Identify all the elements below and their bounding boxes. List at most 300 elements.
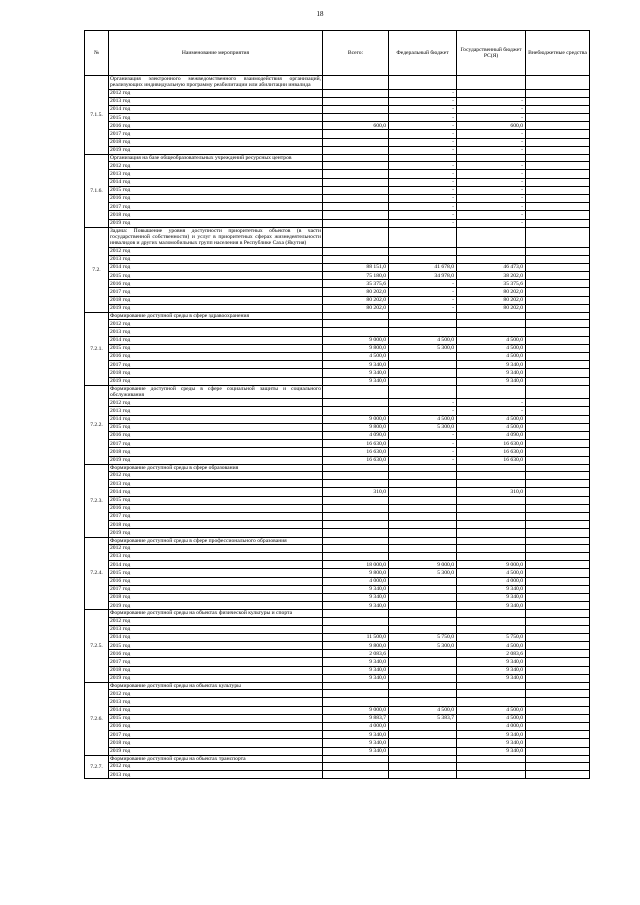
- extrabudget-cell: [526, 521, 590, 529]
- col-header-state: Государственный бюджет РС(Я): [457, 31, 526, 76]
- year-label: 2018 год: [109, 369, 323, 377]
- year-label: 2015 год: [109, 714, 323, 722]
- year-label: 2017 год: [109, 130, 323, 138]
- year-row: [85, 162, 590, 170]
- total-cell: 9 000,0: [323, 706, 389, 714]
- year-row: [85, 496, 590, 504]
- extrabudget-cell: [526, 288, 590, 296]
- federal-cell: -: [389, 440, 457, 448]
- total-cell: [323, 162, 389, 170]
- section-title-row: [85, 537, 590, 544]
- section-code: 7.2.: [85, 227, 109, 312]
- year-label: 2015 год: [109, 186, 323, 194]
- total-cell: [323, 544, 389, 552]
- year-row: [85, 521, 590, 529]
- federal-cell: [389, 472, 457, 480]
- year-row: [85, 130, 590, 138]
- total-cell: 9 800,0: [323, 569, 389, 577]
- federal-cell: -: [389, 186, 457, 194]
- extrabudget-cell: [526, 186, 590, 194]
- federal-cell: [389, 731, 457, 739]
- year-label: 2014 год: [109, 633, 323, 641]
- total-cell: 9 883,7: [323, 714, 389, 722]
- year-row: [85, 304, 590, 312]
- extrabudget-cell: [526, 415, 590, 423]
- year-row: [85, 488, 590, 496]
- total-cell: 75 180,0: [323, 272, 389, 280]
- year-row: [85, 170, 590, 178]
- section-title: Задача: Повышение уровня доступности приоритетных объектов (в части государственной собственности) и услуг в приоритетных сферах жизнедеятельности инвалидов и других маломобильных групп населения в Республике Саха (Якутия): [110, 227, 321, 247]
- state-cell: [457, 328, 526, 336]
- state-cell: -: [457, 178, 526, 186]
- state-cell: -: [457, 138, 526, 146]
- year-row: [85, 480, 590, 488]
- state-cell: -: [457, 105, 526, 113]
- section-code: 7.1.6.: [85, 155, 109, 228]
- state-cell: 9 340,0: [457, 747, 526, 755]
- empty-cell: [389, 683, 457, 690]
- state-cell: [457, 247, 526, 255]
- year-label: 2013 год: [109, 170, 323, 178]
- section-title-row: [85, 610, 590, 617]
- empty-cell: [389, 227, 457, 247]
- year-row: [85, 504, 590, 512]
- year-row: [85, 186, 590, 194]
- extrabudget-cell: [526, 89, 590, 97]
- section-title-row: [85, 683, 590, 690]
- empty-cell: [389, 385, 457, 399]
- state-cell: 4 500,0: [457, 344, 526, 352]
- total-cell: 9 800,0: [323, 642, 389, 650]
- section-code: 7.1.5.: [85, 76, 109, 155]
- extrabudget-cell: [526, 296, 590, 304]
- empty-cell: [526, 227, 590, 247]
- state-cell: 9 340,0: [457, 666, 526, 674]
- state-cell: [457, 544, 526, 552]
- empty-cell: [457, 537, 526, 544]
- total-cell: [323, 195, 389, 203]
- federal-cell: [389, 255, 457, 263]
- year-row: [85, 512, 590, 520]
- federal-cell: -: [389, 178, 457, 186]
- state-cell: 4 500,0: [457, 415, 526, 423]
- year-label: 2019 год: [109, 747, 323, 755]
- empty-cell: [323, 313, 389, 320]
- extrabudget-cell: [526, 211, 590, 219]
- federal-cell: [389, 369, 457, 377]
- year-label: 2014 год: [109, 263, 323, 271]
- year-label: 2018 год: [109, 448, 323, 456]
- year-row: [85, 138, 590, 146]
- col-header-number: №: [85, 31, 109, 76]
- state-cell: 9 340,0: [457, 731, 526, 739]
- federal-cell: -: [389, 399, 457, 407]
- federal-cell: 5 300,0: [389, 569, 457, 577]
- extrabudget-cell: [526, 512, 590, 520]
- section-title-row: [85, 227, 590, 247]
- state-cell: [457, 529, 526, 537]
- total-cell: 9 340,0: [323, 369, 389, 377]
- year-label: 2019 год: [109, 602, 323, 610]
- federal-cell: -: [389, 304, 457, 312]
- federal-cell: [389, 480, 457, 488]
- year-row: [85, 674, 590, 682]
- extrabudget-cell: [526, 529, 590, 537]
- extrabudget-cell: [526, 353, 590, 361]
- state-cell: -: [457, 219, 526, 227]
- year-row: [85, 415, 590, 423]
- section-title-row: [85, 155, 590, 162]
- total-cell: 35 375,6: [323, 280, 389, 288]
- total-cell: [323, 203, 389, 211]
- total-cell: 9 340,0: [323, 585, 389, 593]
- year-row: [85, 97, 590, 105]
- empty-cell: [323, 683, 389, 690]
- extrabudget-cell: [526, 561, 590, 569]
- year-row: [85, 320, 590, 328]
- section-code: 7.2.2.: [85, 385, 109, 464]
- federal-cell: -: [389, 138, 457, 146]
- extrabudget-cell: [526, 263, 590, 271]
- total-cell: [323, 496, 389, 504]
- year-label: 2014 год: [109, 488, 323, 496]
- total-cell: 9 340,0: [323, 739, 389, 747]
- total-cell: [323, 399, 389, 407]
- total-cell: 9 340,0: [323, 666, 389, 674]
- total-cell: 2 083,6: [323, 650, 389, 658]
- state-cell: 600,0: [457, 122, 526, 130]
- total-cell: [323, 130, 389, 138]
- extrabudget-cell: [526, 544, 590, 552]
- total-cell: 9 340,0: [323, 747, 389, 755]
- federal-cell: -: [389, 170, 457, 178]
- section-code: 7.2.5.: [85, 610, 109, 683]
- year-label: 2016 год: [109, 280, 323, 288]
- extrabudget-cell: [526, 488, 590, 496]
- total-cell: 88 151,0: [323, 263, 389, 271]
- total-cell: [323, 698, 389, 706]
- year-label: 2015 год: [109, 423, 323, 431]
- section-title: Формирование доступной среды в сфере профессионального образования: [109, 537, 323, 544]
- section-title: Формирование доступной среды на объектах физической культуры и спорта: [109, 610, 323, 617]
- year-row: [85, 544, 590, 552]
- total-cell: [323, 512, 389, 520]
- empty-cell: [526, 464, 590, 471]
- federal-cell: [389, 650, 457, 658]
- empty-cell: [526, 537, 590, 544]
- year-label: 2018 год: [109, 296, 323, 304]
- federal-cell: -: [389, 296, 457, 304]
- state-cell: 16 630,0: [457, 448, 526, 456]
- year-label: 2016 год: [109, 432, 323, 440]
- extrabudget-cell: [526, 617, 590, 625]
- state-cell: 16 630,0: [457, 456, 526, 464]
- federal-cell: [389, 512, 457, 520]
- state-cell: 16 630,0: [457, 440, 526, 448]
- year-label: 2016 год: [109, 650, 323, 658]
- state-cell: [457, 480, 526, 488]
- extrabudget-cell: [526, 472, 590, 480]
- federal-cell: [389, 666, 457, 674]
- total-cell: [323, 89, 389, 97]
- year-row: [85, 296, 590, 304]
- year-label: 2018 год: [109, 739, 323, 747]
- state-cell: 80 202,0: [457, 296, 526, 304]
- total-cell: 310,0: [323, 488, 389, 496]
- empty-cell: [389, 464, 457, 471]
- total-cell: [323, 178, 389, 186]
- empty-cell: [526, 76, 590, 90]
- year-label: 2014 год: [109, 105, 323, 113]
- year-label: 2016 год: [109, 195, 323, 203]
- section-title-row: [85, 755, 590, 762]
- total-cell: 9 000,0: [323, 336, 389, 344]
- empty-cell: [526, 610, 590, 617]
- state-cell: [457, 521, 526, 529]
- year-label: 2019 год: [109, 456, 323, 464]
- section-title-row: [85, 385, 590, 399]
- federal-cell: [389, 361, 457, 369]
- year-row: [85, 456, 590, 464]
- year-label: 2012 год: [109, 247, 323, 255]
- year-row: [85, 336, 590, 344]
- empty-cell: [526, 385, 590, 399]
- total-cell: [323, 211, 389, 219]
- state-cell: -: [457, 170, 526, 178]
- year-row: [85, 731, 590, 739]
- federal-cell: [389, 625, 457, 633]
- empty-cell: [323, 155, 389, 162]
- year-label: 2012 год: [109, 763, 323, 771]
- total-cell: 80 202,0: [323, 288, 389, 296]
- total-cell: [323, 186, 389, 194]
- year-label: 2012 год: [109, 690, 323, 698]
- total-cell: [323, 320, 389, 328]
- federal-cell: 5 300,0: [389, 642, 457, 650]
- extrabudget-cell: [526, 440, 590, 448]
- federal-cell: [389, 504, 457, 512]
- year-row: [85, 633, 590, 641]
- total-cell: 9 340,0: [323, 602, 389, 610]
- state-cell: 4 000,0: [457, 577, 526, 585]
- extrabudget-cell: [526, 698, 590, 706]
- state-cell: [457, 625, 526, 633]
- year-label: 2012 год: [109, 89, 323, 97]
- extrabudget-cell: [526, 658, 590, 666]
- year-label: 2017 год: [109, 731, 323, 739]
- total-cell: 16 630,0: [323, 456, 389, 464]
- year-row: [85, 247, 590, 255]
- year-label: 2016 год: [109, 122, 323, 130]
- extrabudget-cell: [526, 569, 590, 577]
- year-row: [85, 361, 590, 369]
- state-cell: -: [457, 130, 526, 138]
- extrabudget-cell: [526, 739, 590, 747]
- extrabudget-cell: [526, 97, 590, 105]
- empty-cell: [389, 155, 457, 162]
- year-label: 2012 год: [109, 617, 323, 625]
- extrabudget-cell: [526, 496, 590, 504]
- state-cell: -: [457, 195, 526, 203]
- federal-cell: [389, 690, 457, 698]
- year-label: 2012 год: [109, 544, 323, 552]
- empty-cell: [323, 76, 389, 90]
- extrabudget-cell: [526, 585, 590, 593]
- year-label: 2019 год: [109, 529, 323, 537]
- year-row: [85, 178, 590, 186]
- year-row: [85, 288, 590, 296]
- section-title: Организация электронного межведомственного взаимодействия организаций, реализующих индивидуальную программу реабилитации или абилитации инвалида: [110, 76, 321, 89]
- col-header-total: Всего:: [323, 31, 389, 76]
- year-label: 2014 год: [109, 336, 323, 344]
- empty-cell: [457, 313, 526, 320]
- section-code: 7.2.1.: [85, 313, 109, 386]
- state-cell: 4 000,0: [457, 723, 526, 731]
- state-cell: [457, 89, 526, 97]
- year-row: [85, 146, 590, 154]
- extrabudget-cell: [526, 593, 590, 601]
- empty-cell: [457, 76, 526, 90]
- federal-cell: -: [389, 89, 457, 97]
- empty-cell: [389, 755, 457, 762]
- federal-cell: [389, 771, 457, 779]
- state-cell: 4 500,0: [457, 423, 526, 431]
- federal-cell: [389, 723, 457, 731]
- year-label: 2019 год: [109, 674, 323, 682]
- extrabudget-cell: [526, 280, 590, 288]
- federal-cell: [389, 529, 457, 537]
- state-cell: 80 202,0: [457, 288, 526, 296]
- federal-cell: [389, 617, 457, 625]
- year-row: [85, 353, 590, 361]
- federal-cell: [389, 674, 457, 682]
- year-label: 2014 год: [109, 561, 323, 569]
- empty-cell: [323, 610, 389, 617]
- year-label: 2017 год: [109, 288, 323, 296]
- federal-cell: [389, 377, 457, 385]
- federal-cell: 5 750,0: [389, 633, 457, 641]
- section-title-row: [85, 313, 590, 320]
- extrabudget-cell: [526, 674, 590, 682]
- year-label: 2018 год: [109, 211, 323, 219]
- state-cell: 9 340,0: [457, 593, 526, 601]
- year-row: [85, 399, 590, 407]
- state-cell: [457, 763, 526, 771]
- extrabudget-cell: [526, 747, 590, 755]
- year-row: [85, 440, 590, 448]
- year-label: 2017 год: [109, 361, 323, 369]
- year-row: [85, 272, 590, 280]
- state-cell: 4 500,0: [457, 714, 526, 722]
- empty-cell: [389, 313, 457, 320]
- total-cell: 9 000,0: [323, 415, 389, 423]
- col-header-extrabudget: Внебюджетные средства: [526, 31, 590, 76]
- year-row: [85, 585, 590, 593]
- federal-cell: -: [389, 195, 457, 203]
- empty-cell: [323, 755, 389, 762]
- total-cell: 9 340,0: [323, 361, 389, 369]
- extrabudget-cell: [526, 407, 590, 415]
- extrabudget-cell: [526, 138, 590, 146]
- extrabudget-cell: [526, 714, 590, 722]
- federal-cell: 34 978,0: [389, 272, 457, 280]
- extrabudget-cell: [526, 706, 590, 714]
- federal-cell: 5 383,7: [389, 714, 457, 722]
- extrabudget-cell: [526, 328, 590, 336]
- col-header-federal: Федеральный бюджет: [389, 31, 457, 76]
- year-row: [85, 698, 590, 706]
- total-cell: 4 500,0: [323, 353, 389, 361]
- total-cell: 80 202,0: [323, 304, 389, 312]
- year-row: [85, 602, 590, 610]
- state-cell: [457, 552, 526, 560]
- federal-cell: [389, 320, 457, 328]
- state-cell: [457, 690, 526, 698]
- state-cell: 9 340,0: [457, 674, 526, 682]
- extrabudget-cell: [526, 114, 590, 122]
- extrabudget-cell: [526, 480, 590, 488]
- year-label: 2015 год: [109, 114, 323, 122]
- state-cell: 4 090,0: [457, 432, 526, 440]
- section-title: Организация на базе общеобразовательных учреждений ресурсных центров: [109, 155, 323, 162]
- year-row: [85, 203, 590, 211]
- state-cell: 4 500,0: [457, 642, 526, 650]
- total-cell: [323, 763, 389, 771]
- year-label: 2014 год: [109, 415, 323, 423]
- year-label: 2018 год: [109, 666, 323, 674]
- federal-cell: -: [389, 448, 457, 456]
- state-cell: [457, 512, 526, 520]
- year-row: [85, 625, 590, 633]
- year-label: 2013 год: [109, 625, 323, 633]
- total-cell: [323, 504, 389, 512]
- federal-cell: -: [389, 146, 457, 154]
- extrabudget-cell: [526, 304, 590, 312]
- extrabudget-cell: [526, 650, 590, 658]
- total-cell: [323, 407, 389, 415]
- total-cell: [323, 617, 389, 625]
- year-label: 2013 год: [109, 552, 323, 560]
- federal-cell: [389, 698, 457, 706]
- empty-cell: [323, 464, 389, 471]
- federal-cell: [389, 552, 457, 560]
- section-title: Формирование доступной среды в сфере социальной защиты и социального обслуживания: [110, 385, 321, 398]
- year-row: [85, 706, 590, 714]
- state-cell: [457, 255, 526, 263]
- federal-cell: -: [389, 432, 457, 440]
- extrabudget-cell: [526, 771, 590, 779]
- year-label: 2017 год: [109, 658, 323, 666]
- extrabudget-cell: [526, 219, 590, 227]
- empty-cell: [323, 537, 389, 544]
- federal-cell: [389, 544, 457, 552]
- year-row: [85, 747, 590, 755]
- year-row: [85, 423, 590, 431]
- year-row: [85, 432, 590, 440]
- extrabudget-cell: [526, 432, 590, 440]
- year-row: [85, 89, 590, 97]
- extrabudget-cell: [526, 577, 590, 585]
- year-label: 2019 год: [109, 304, 323, 312]
- year-label: 2013 год: [109, 97, 323, 105]
- section-title-row: [85, 464, 590, 471]
- section-title: Формирование доступной среды в сфере образования: [109, 464, 323, 471]
- state-cell: 5 750,0: [457, 633, 526, 641]
- state-cell: 4 500,0: [457, 353, 526, 361]
- federal-cell: 5 300,0: [389, 423, 457, 431]
- year-row: [85, 666, 590, 674]
- federal-cell: -: [389, 105, 457, 113]
